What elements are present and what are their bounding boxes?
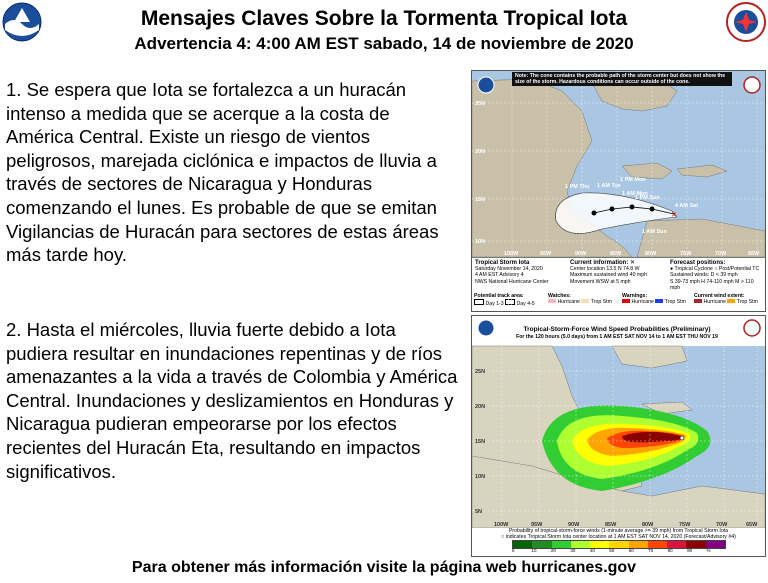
wind-map-title: Tropical-Storm-Force Wind Speed Probabilities (Preliminary) (523, 326, 711, 333)
lat-label: 15N (475, 197, 486, 203)
lat-label: 20N (475, 149, 486, 155)
scale-label: 30 (570, 548, 576, 553)
wind-map-caption (472, 528, 765, 540)
legend-warnings-title: Warnings: (622, 293, 648, 299)
lon-label: 65W (746, 522, 758, 528)
forecast-line: ● Tropical Cyclone ○ Post/Potential TC (670, 266, 760, 273)
scale-label: 70 (648, 548, 654, 553)
scale-label: 50 (609, 548, 615, 553)
scale-swatch (609, 541, 628, 548)
track-label: 1 AM Mon (622, 191, 648, 197)
legend-item: Hurricane (557, 299, 580, 306)
cone-note: Note: The cone contains the probable path of the storm center but does not show the size of the storm. Hazardous conditions can occur outside of the cone. (512, 72, 732, 86)
legend-item: Trop Stm (664, 299, 686, 306)
nws-icon (744, 77, 760, 93)
legend-item: Day 4-5 (516, 301, 535, 308)
scale-swatch (513, 541, 532, 548)
lon-label: 85W (610, 251, 622, 257)
scale-label: 10 (531, 548, 537, 553)
track-label: 1 AM Tue (597, 183, 621, 189)
lon-label: 75W (680, 251, 692, 257)
lon-label: 95W (531, 522, 543, 528)
forecast-point (630, 205, 635, 210)
lon-label: 85W (605, 522, 617, 528)
lat-label: 5N (475, 509, 483, 515)
scale-swatch (706, 541, 725, 548)
nws-logo (726, 2, 766, 42)
legend-swatch (581, 299, 589, 303)
storm-center: NWS National Hurricane Center (475, 278, 549, 285)
legend-watches-title: Watches: (548, 293, 571, 299)
scale-label: 90 (687, 548, 693, 553)
legend-swatch (474, 299, 484, 305)
scale-swatch (686, 541, 705, 548)
scale-label: 20 (550, 548, 556, 553)
forecast-point (610, 207, 615, 212)
current-info-line: Movement WSW at 5 mph (570, 278, 631, 285)
legend-item: Trop Stm (590, 299, 612, 306)
forecast-point (650, 207, 655, 212)
storm-advisory: 4 AM EST Advisory 4 (475, 272, 524, 279)
current-position-marker: ✕ (671, 212, 677, 219)
lon-label: 90W (575, 251, 587, 257)
legend-swatch (655, 299, 663, 303)
lon-label: 100W (494, 522, 509, 528)
noaa-logo (2, 2, 42, 42)
track-label: 1 PM Thu (565, 184, 590, 190)
page-title: Mensajes Claves Sobre la Tormenta Tropical Iota (140, 7, 628, 30)
legend-swatch (505, 299, 515, 305)
wind-caption-line: Probability of tropical-storm-force winds (1-minute average >= 39 mph) from Tropical Storm Iota (508, 528, 729, 534)
lon-label: 80W (642, 522, 654, 528)
lon-label: 80W (645, 251, 657, 257)
lat-label: 10N (475, 474, 486, 480)
lon-label: 95W (540, 251, 552, 257)
legend-item: Day 1-3 (485, 301, 504, 308)
lon-label: 100W (504, 251, 519, 257)
noaa-icon (478, 320, 494, 336)
scale-swatch (532, 541, 551, 548)
scale-swatch (648, 541, 667, 548)
current-info-title: Current information: ✕ (570, 260, 636, 266)
scale-swatch (590, 541, 609, 548)
wind-probability-panel (471, 315, 766, 557)
storm-name: Tropical Storm Iota (475, 260, 530, 266)
storm-date: Saturday November 14, 2020 (475, 266, 543, 273)
lon-label: 70W (716, 522, 728, 528)
key-message-2: 2. Hasta el miércoles, lluvia fuerte debido a Iota pudiera resultar en inundaciones repentinas y de ríos amenazantes a la vida a través de Colombia y América Central. Inundaciones y deslizamientos en Honduras y Nicaragua pudieran empeorarse por los efectos recientes del Huracán Eta, resultando en impactos significativos. (6, 319, 458, 482)
lat-label: 15N (475, 439, 486, 445)
storm-center-marker (680, 436, 684, 440)
wind-map-subtitle: For the 120 hours (5.0 days) from 1 AM EST SAT NOV 14 to 1 AM EST THU NOV 19 (516, 334, 718, 340)
noaa-icon (478, 77, 494, 93)
current-info-line: Center location 13.5 N 74.8 W (570, 266, 640, 273)
legend-item: Hurricane (631, 299, 654, 306)
probability-scale-labels (512, 548, 726, 553)
legend-wind-title: Current wind extent: (694, 293, 745, 299)
forecast-line: S 39-73 mph H 74-110 mph M > 110 mph (670, 278, 754, 291)
legend-track-title: Potential track area: (474, 293, 524, 299)
cone-info-box (472, 257, 765, 312)
lat-label: 20N (475, 404, 486, 410)
cone-map (472, 71, 765, 257)
lon-label: 90W (568, 522, 580, 528)
track-label: 1 PM Sun (635, 195, 660, 201)
scale-swatch (571, 541, 590, 548)
lon-label: 65W (748, 251, 760, 257)
legend-swatch (727, 299, 735, 303)
forecast-point (592, 211, 597, 216)
scale-label: 80 (667, 548, 673, 553)
wind-caption-line: ○ indicates Tropical Storm Iota center location at 1 AM EST SAT NOV 14, 2020 (Forecast/Advisory #4) (501, 534, 736, 540)
lat-label: 25N (475, 101, 486, 107)
forecast-line: Sustained winds: D < 39 mph (670, 272, 738, 279)
scale-swatch (629, 541, 648, 548)
legend-swatch (548, 299, 556, 303)
legend-swatch (694, 299, 702, 303)
advisory-subtitle: Advertencia 4: 4:00 AM EST sabado, 14 de noviembre de 2020 (134, 34, 634, 53)
scale-label: 60 (628, 548, 634, 553)
lon-label: 70W (715, 251, 727, 257)
footer-link-text: Para obtener más información visite la página web hurricanes.gov (131, 559, 637, 576)
lon-label: 75W (679, 522, 691, 528)
legend-item: Trop Stm (736, 299, 758, 306)
scale-swatch (667, 541, 686, 548)
legend-swatch (622, 299, 630, 303)
legend-item: Hurricane (703, 299, 726, 306)
scale-label: % (706, 548, 711, 553)
lat-label: 25N (475, 369, 486, 375)
current-info-line: Maximum sustained wind 40 mph (570, 272, 647, 279)
cone-map-panel (471, 70, 766, 312)
track-label: 1 AM Sun (642, 229, 667, 235)
track-label: 1 PM Mon (620, 177, 646, 183)
forecast-title: Forecast positions: (670, 260, 726, 266)
nws-icon (744, 320, 760, 336)
key-message-1: 1. Se espera que Iota se fortalezca a un huracán intenso a medida que se acerque a la costa de América Central. Existe un riesgo de vientos peligrosos, marejada ciclónica e impactos de lluvia a través de sectores de Nicaragua y Honduras comenzando el lunes. Es probable de que se emitan Vigilancias de Huracán para sectores de estas áreas más tarde hoy. (6, 79, 439, 266)
scale-label: 5 (512, 548, 515, 553)
scale-label: 40 (589, 548, 595, 553)
lat-label: 10N (475, 239, 486, 245)
wind-map (472, 316, 765, 528)
track-label: 4 AM Sat (675, 203, 699, 209)
scale-swatch (552, 541, 571, 548)
